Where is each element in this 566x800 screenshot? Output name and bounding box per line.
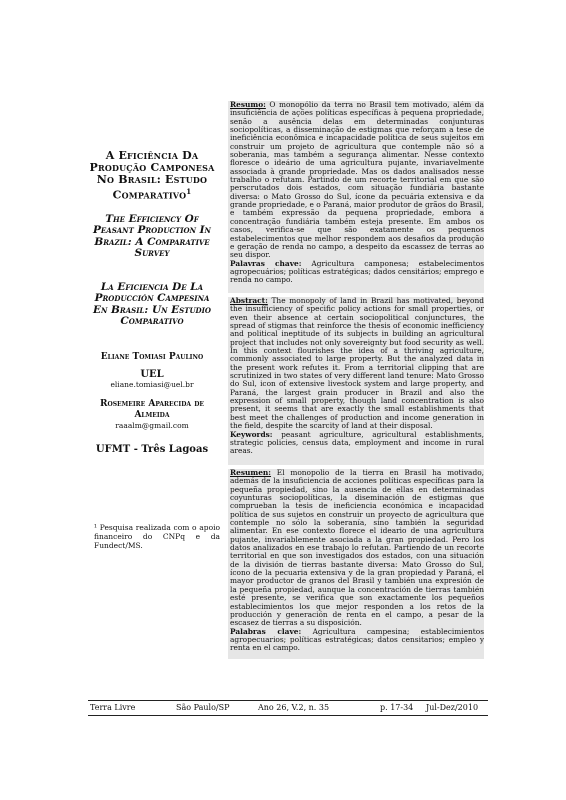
abstract-label: Resumen: bbox=[230, 469, 272, 477]
abstract-label: Resumo: bbox=[230, 101, 266, 109]
author-name: Eliane Tomiasi Paulino bbox=[100, 351, 204, 362]
abstract-label: Abstract: bbox=[230, 297, 268, 305]
abstract-text: O monopólio da terra no Brasil tem motivado, além da insuficiência de ações políticas específicas à pequena propriedade, senão a ausência delas em determinadas conjunturas sociopolíticas, a disseminação de estigmas que reforçam a tese de ineficiência econômica e incapacidade política de seus sujeitos em construir um projeto de agricultura que contemple não só a soberania, mas também a segurança alimentar. Nesse contexto floresce o ideário de uma agricultura pujante, invariavelmente associada à grande propriedade. Mas os dados analisados nesse trabalho o refutam. Partindo de um recorte territorial em que são perscrutados dois estados, com situação fundiária bastante diversa: o Mato Grosso do Sul, ícone da pecuária extensiva e da grande propriedade, e o Paraná, maior produtor de grãos do Brasil, e também expressão da pequena propriedade, embora a concentração fundiária também esteja presente. Em ambos os casos, verifica-se que são exatamente os pequenos estabelecimentos que melhor respondem aos desafios da produção e geração de renda no campo, a despeito da escassez de terras ao seu dispor. bbox=[230, 101, 484, 260]
author-institution: UEL bbox=[140, 368, 164, 380]
title-portuguese-text: A Eficiência Da Produção Camponesa No Brasil: Estudo Comparativo bbox=[89, 149, 215, 202]
keywords-text: Agricultura campesina; establecimientos agropecuarios; políticas estratégicas; datos censitarios; empleo y renta en el campo. bbox=[230, 626, 484, 653]
title-footnote-marker: 1 bbox=[186, 187, 192, 196]
author-name: Rosemeire Aparecida de Almeida bbox=[100, 398, 204, 420]
abstract-portuguese bbox=[228, 101, 484, 293]
author-block-1 bbox=[86, 352, 218, 389]
title-portuguese bbox=[86, 150, 218, 202]
abstract-text: The monopoly of land in Brazil has motivated, beyond the insufficiency of specific policy actions for small properties, or even their absence at certain sociopolitical conjunctures, the spread of stigmas that reinforce the thesis of economic inefficiency and political ineptitude of its subjects in building an agricultural project that includes not only sovereignty but food security as well. In this context flourishes the idea of a thriving agriculture, commonly associated to large property. But the analyzed data in the present work refutes it. From a territorial clipping that are scrutinized in two states of very different land tenure: Mato Grosso do Sul, icon of extensive livestock system and large property, and Paraná, the largest grain producer in Brazil and also the expression of small property, though land concentration is also present, it seems that are exactly the small establishments that best meet the challenges of production and income generation in the field, despite the scarcity of land at their disposal. bbox=[230, 297, 484, 431]
author-institution: UFMT - Três Lagoas bbox=[95, 443, 209, 455]
author-email[interactable]: raaalm@gmail.com bbox=[115, 420, 189, 430]
abstracts-column bbox=[228, 101, 484, 663]
title-english: The Efficiency Of Peasant Production In Brazil: A Comparative Survey bbox=[93, 212, 211, 260]
title-column bbox=[86, 150, 218, 455]
footer-date: Jul-Dez/2010 bbox=[426, 703, 479, 712]
title-spanish: La Eficiencia De La Producción Campesina En Brasil: Un Estudio Comparativo bbox=[93, 280, 211, 328]
abstract-english bbox=[228, 297, 484, 465]
footer-pages: p. 17-34 bbox=[380, 703, 414, 712]
abstract-text: El monopolio de la tierra en Brasil ha motivado, además de la insuficiencia de acciones políticas específicas para la pequeña propiedad, sino la ausencia de ellas en determinadas coyunturas sociopolíticas, la diseminación de estigmas que comprueban la tesis de ineficiencia económica e incapacidad política de sus sujetos en construir un proyecto de agricultura que contemple no sólo la soberanía, sino también la seguridad alimentar. En ese contexto florece el ideario de una agricultura pujante, invariablemente asociada a la gran propiedad. Pero los datos analizados en ese trabajo lo refutan. Partiendo de un recorte territorial en que son investigados dos estados, con una situación de la división de tierras bastante diversa: Mato Grosso do Sul, ícono de la pecuaria extensiva y de la gran propiedad y Paraná, el mayor productor de granos del Brasil y también una expresión de la pequeña propiedad, aunque la concentración de tierras también esté presente, se verifica que son exactamente los pequeños establecimientos los que mejor responden a los retos de la producción y generación de renta en el campo, a pesar de la escasez de tierras a su disposición. bbox=[230, 469, 484, 628]
author-email[interactable]: eliane.tomiasi@uel.br bbox=[110, 379, 194, 389]
author-block-2 bbox=[86, 399, 218, 455]
page-footer bbox=[88, 700, 488, 716]
keywords-text: peasant agriculture, agricultural establishments, strategic policies, census data, employment and income in rural areas. bbox=[230, 429, 484, 456]
abstract-spanish bbox=[228, 469, 484, 659]
footer-journal: Terra Livre bbox=[90, 703, 136, 712]
footer-place: São Paulo/SP bbox=[176, 703, 230, 712]
footer-volume: Ano 26, V.2, n. 35 bbox=[258, 703, 330, 712]
keywords-label: Palabras clave: bbox=[230, 626, 302, 636]
keywords-label: Palavras chave: bbox=[230, 258, 302, 268]
keywords-label: Keywords: bbox=[230, 429, 273, 439]
keywords-text: Agricultura camponesa; estabelecimentos agropecuários; políticas estratégicas; dados censitários; emprego e renda no campo. bbox=[230, 258, 484, 285]
footnote: ¹ Pesquisa realizada com o apoio financeiro do CNPq e da Fundect/MS. bbox=[94, 523, 220, 550]
